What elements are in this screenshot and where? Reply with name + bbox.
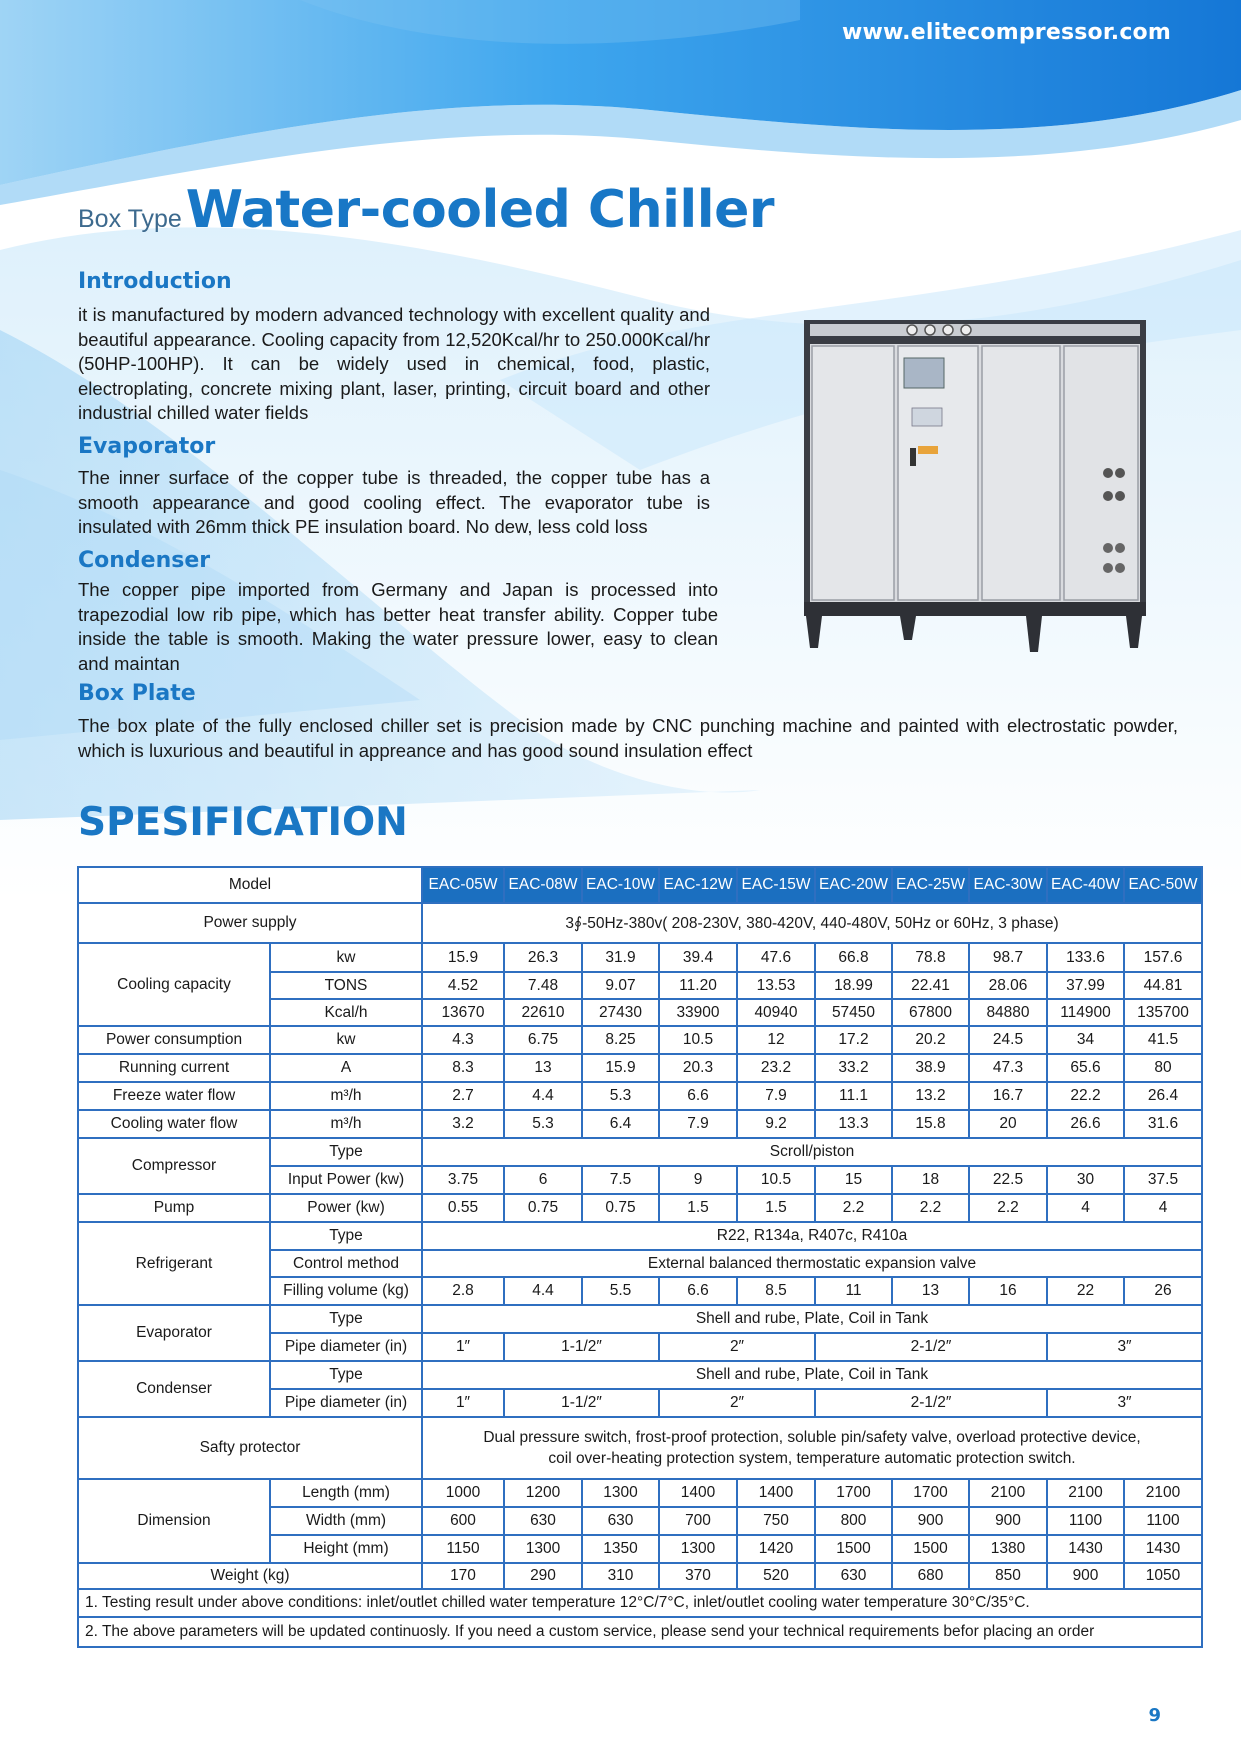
value-cell: 9 <box>659 1166 737 1194</box>
value-cell: 6 <box>504 1166 582 1194</box>
unit-cell: m³/h <box>270 1082 422 1110</box>
value-cell: 31.9 <box>582 943 659 972</box>
value-cell: 7.48 <box>504 972 582 999</box>
unit-cell: A <box>270 1054 422 1082</box>
row-label: Freeze water flow <box>78 1082 270 1110</box>
unit-cell: Kcal/h <box>270 999 422 1026</box>
value-cell: 26.6 <box>1047 1110 1124 1138</box>
value-cell: 2-1/2″ <box>815 1333 1047 1361</box>
unit-cell: Type <box>270 1361 422 1389</box>
value-cell: 22.41 <box>892 972 969 999</box>
introduction-heading: Introduction <box>78 269 232 294</box>
value-cell: 157.6 <box>1124 943 1202 972</box>
value-cell: 13.53 <box>737 972 815 999</box>
value-cell: 3″ <box>1047 1389 1202 1417</box>
condenser-row <box>78 1361 1202 1389</box>
value-cell: 900 <box>892 1507 969 1535</box>
value-cell: 1300 <box>659 1535 737 1563</box>
value-cell: 23.2 <box>737 1054 815 1082</box>
model-cell: EAC-50W <box>1124 867 1202 903</box>
value-cell: 5.3 <box>504 1110 582 1138</box>
value-cell: 6.6 <box>659 1277 737 1305</box>
value-cell: 12 <box>737 1026 815 1054</box>
value-cell: 13.3 <box>815 1110 892 1138</box>
value-cell: 1350 <box>582 1535 659 1563</box>
website-url[interactable]: www.elitecompressor.com <box>841 20 1171 45</box>
evaporator-text: The inner surface of the copper tube is threaded, the copper tube has a smooth appearance and good cooling effect. The evaporator tube is insulated with 26mm thick PE insulation board. No dew, less cold loss <box>78 467 710 537</box>
value-cell: 680 <box>892 1563 969 1589</box>
value-cell: 22.2 <box>1047 1082 1124 1110</box>
value-cell: 11.20 <box>659 972 737 999</box>
unit-cell: m³/h <box>270 1110 422 1138</box>
value-cell: 65.6 <box>1047 1054 1124 1082</box>
note-text: 2. The above parameters will be updated continuosly. If you need a custom service, please send your technical requirements befor placing an order <box>78 1617 1202 1647</box>
compressor-row <box>78 1138 1202 1166</box>
value-cell: 900 <box>969 1507 1047 1535</box>
condenser-text: The copper pipe imported from Germany and Japan is processed into trapezodial low rib pipe, which has better heat transfer ability. Copper tube inside the table is smooth. Making the water pressure lower, easy to clean and maintan <box>78 579 718 674</box>
model-cell: EAC-25W <box>892 867 969 903</box>
model-cell: EAC-05W <box>422 867 504 903</box>
unit-cell: Control method <box>270 1250 422 1277</box>
value-cell: 600 <box>422 1507 504 1535</box>
model-cell: EAC-40W <box>1047 867 1124 903</box>
unit-cell: Power (kw) <box>270 1194 422 1222</box>
value-cell: 370 <box>659 1563 737 1589</box>
value-cell: 1″ <box>422 1389 504 1417</box>
safety-row <box>78 1417 1202 1479</box>
value-cell: 78.8 <box>892 943 969 972</box>
value-cell: 4.4 <box>504 1277 582 1305</box>
value-cell: 9.07 <box>582 972 659 999</box>
row-label: Refrigerant <box>78 1222 270 1305</box>
value-cell: 33.2 <box>815 1054 892 1082</box>
unit-cell: Type <box>270 1222 422 1250</box>
value-cell: 630 <box>815 1563 892 1589</box>
value-cell: 40940 <box>737 999 815 1026</box>
value-cell: 4 <box>1047 1194 1124 1222</box>
spec-table <box>77 866 1203 1648</box>
introduction-text: it is manufactured by modern advanced technology with excellent quality and beautiful appearance. Cooling capacity from 12,520Kcal/hr to 250.000Kcal/hr (50HP-100HP). It can be widely used in chemical, food, plastic, electroplating, concrete mixing plant, laser, printing, circuit board and other industrial chilled water fields <box>78 304 710 423</box>
value-cell: 31.6 <box>1124 1110 1202 1138</box>
value-cell: 39.4 <box>659 943 737 972</box>
value-cell: 2.2 <box>892 1194 969 1222</box>
value-cell: 13 <box>504 1054 582 1082</box>
value-cell: 8.3 <box>422 1054 504 1082</box>
value-cell: 2100 <box>1047 1479 1124 1507</box>
value-cell: 1430 <box>1047 1535 1124 1563</box>
value-cell: 20.2 <box>892 1026 969 1054</box>
value-cell: 1380 <box>969 1535 1047 1563</box>
value-cell: 1400 <box>737 1479 815 1507</box>
value-cell: 18.99 <box>815 972 892 999</box>
value-cell: 57450 <box>815 999 892 1026</box>
value-cell: 15.9 <box>422 943 504 972</box>
unit-cell: Height (mm) <box>270 1535 422 1563</box>
value-cell: 13670 <box>422 999 504 1026</box>
value-cell: 10.5 <box>737 1166 815 1194</box>
value-cell: 7.9 <box>659 1110 737 1138</box>
value-cell: 2.8 <box>422 1277 504 1305</box>
value-cell: 13 <box>892 1277 969 1305</box>
value-cell: 1-1/2″ <box>504 1333 659 1361</box>
value-cell: 114900 <box>1047 999 1124 1026</box>
unit-cell: Width (mm) <box>270 1507 422 1535</box>
model-cell: EAC-10W <box>582 867 659 903</box>
value-cell: 22 <box>1047 1277 1124 1305</box>
value-cell: 0.75 <box>504 1194 582 1222</box>
value-cell: 0.55 <box>422 1194 504 1222</box>
value-cell: 1150 <box>422 1535 504 1563</box>
power-supply-row <box>78 903 1202 943</box>
value-cell: 1420 <box>737 1535 815 1563</box>
value-cell: 47.6 <box>737 943 815 972</box>
cooling-water-flow-row <box>78 1110 1202 1138</box>
value-cell: 1-1/2″ <box>504 1389 659 1417</box>
freeze-water-flow-row <box>78 1082 1202 1110</box>
value-cell: 22.5 <box>969 1166 1047 1194</box>
note-row <box>78 1589 1202 1617</box>
unit-cell: Type <box>270 1305 422 1333</box>
value-cell: 6.4 <box>582 1110 659 1138</box>
row-label: Compressor <box>78 1138 270 1194</box>
value-cell: 1700 <box>815 1479 892 1507</box>
value-cell: 1500 <box>815 1535 892 1563</box>
running-current-row <box>78 1054 1202 1082</box>
model-cell: EAC-08W <box>504 867 582 903</box>
value-cell: 2″ <box>659 1333 815 1361</box>
safety-line: coil over-heating protection system, temperature automatic protection switch. <box>548 1450 1076 1467</box>
value-cell: 28.06 <box>969 972 1047 999</box>
note-text: 1. Testing result under above conditions: inlet/outlet chilled water temperature 12°C/7°C, inlet/outlet cooling water temperature 30°C/35°C. <box>78 1589 1202 1617</box>
row-value: Scroll/piston <box>422 1138 1202 1166</box>
value-cell: 2.2 <box>969 1194 1047 1222</box>
value-cell: 8.5 <box>737 1277 815 1305</box>
value-cell: 0.75 <box>582 1194 659 1222</box>
value-cell: 4.3 <box>422 1026 504 1054</box>
value-cell: 2.2 <box>815 1194 892 1222</box>
value-cell: 170 <box>422 1563 504 1589</box>
value-cell: 24.5 <box>969 1026 1047 1054</box>
row-label: Dimension <box>78 1479 270 1563</box>
value-cell: 26.3 <box>504 943 582 972</box>
value-cell: 1.5 <box>659 1194 737 1222</box>
value-cell: 6.75 <box>504 1026 582 1054</box>
unit-cell: Length (mm) <box>270 1479 422 1507</box>
value-cell: 1000 <box>422 1479 504 1507</box>
value-cell: 8.25 <box>582 1026 659 1054</box>
value-cell: 16 <box>969 1277 1047 1305</box>
value-cell: 1500 <box>892 1535 969 1563</box>
weight-row <box>78 1563 1202 1589</box>
evaporator-row <box>78 1305 1202 1333</box>
value-cell: 16.7 <box>969 1082 1047 1110</box>
row-label: Power supply <box>78 903 422 943</box>
value-cell: 9.2 <box>737 1110 815 1138</box>
condenser-heading: Condenser <box>78 548 211 573</box>
value-cell: 22610 <box>504 999 582 1026</box>
value-cell: 15 <box>815 1166 892 1194</box>
value-cell: 750 <box>737 1507 815 1535</box>
value-cell: 1300 <box>582 1479 659 1507</box>
value-cell: 84880 <box>969 999 1047 1026</box>
page-number: 9 <box>1148 1705 1161 1726</box>
row-value: 3∮-50Hz-380v( 208-230V, 380-420V, 440-480V, 50Hz or 60Hz, 3 phase) <box>422 903 1202 943</box>
value-cell: 26.4 <box>1124 1082 1202 1110</box>
value-cell: 6.6 <box>659 1082 737 1110</box>
row-label: Evaporator <box>78 1305 270 1361</box>
unit-cell: kw <box>270 1026 422 1054</box>
value-cell: 3.2 <box>422 1110 504 1138</box>
unit-cell: Pipe diameter (in) <box>270 1333 422 1361</box>
row-label: Weight (kg) <box>78 1563 422 1589</box>
value-cell: 310 <box>582 1563 659 1589</box>
pump-row <box>78 1194 1202 1222</box>
chiller-unit-photo <box>800 318 1150 654</box>
row-label: Cooling water flow <box>78 1110 270 1138</box>
value-cell: 41.5 <box>1124 1026 1202 1054</box>
value-cell: 520 <box>737 1563 815 1589</box>
value-cell: 15.9 <box>582 1054 659 1082</box>
unit-cell: TONS <box>270 972 422 999</box>
safety-line: Dual pressure switch, frost-proof protection, soluble pin/safety valve, overload protective device, <box>483 1429 1141 1446</box>
value-cell: 5.5 <box>582 1277 659 1305</box>
evaporator-heading: Evaporator <box>78 434 216 459</box>
value-cell: 80 <box>1124 1054 1202 1082</box>
value-cell: 630 <box>582 1507 659 1535</box>
row-label: Cooling capacity <box>78 943 270 1026</box>
refrigerant-row <box>78 1222 1202 1250</box>
unit-cell: Input Power (kw) <box>270 1166 422 1194</box>
value-cell: 34 <box>1047 1026 1124 1054</box>
row-label: Running current <box>78 1054 270 1082</box>
value-cell: 1430 <box>1124 1535 1202 1563</box>
row-label: Pump <box>78 1194 270 1222</box>
model-label: Model <box>78 867 422 903</box>
value-cell: 17.2 <box>815 1026 892 1054</box>
box-plate-text: The box plate of the fully enclosed chiller set is precision made by CNC punching machine and painted with electrostatic powder, which is luxurious and beautiful in appreance and has good sound insulation effect <box>78 715 1178 761</box>
value-cell: 133.6 <box>1047 943 1124 972</box>
page-title <box>78 180 774 240</box>
value-cell: 10.5 <box>659 1026 737 1054</box>
value-cell: 1100 <box>1047 1507 1124 1535</box>
value-cell: 3″ <box>1047 1333 1202 1361</box>
row-label: Condenser <box>78 1361 270 1417</box>
value-cell: 1200 <box>504 1479 582 1507</box>
value-cell: 630 <box>504 1507 582 1535</box>
value-cell: 1.5 <box>737 1194 815 1222</box>
value-cell: 850 <box>969 1563 1047 1589</box>
value-cell: 900 <box>1047 1563 1124 1589</box>
unit-cell: Filling volume (kg) <box>270 1277 422 1305</box>
title-prefix: Box Type <box>78 205 182 233</box>
row-value: Shell and rube, Plate, Coil in Tank <box>422 1361 1202 1389</box>
value-cell: 1050 <box>1124 1563 1202 1589</box>
value-cell: 67800 <box>892 999 969 1026</box>
value-cell: 18 <box>892 1166 969 1194</box>
value-cell: 37.5 <box>1124 1166 1202 1194</box>
value-cell: 66.8 <box>815 943 892 972</box>
spec-title: SPESIFICATION <box>78 800 408 845</box>
value-cell: 2100 <box>969 1479 1047 1507</box>
value-cell: 38.9 <box>892 1054 969 1082</box>
value-cell: 47.3 <box>969 1054 1047 1082</box>
value-cell: 1700 <box>892 1479 969 1507</box>
model-cell: EAC-15W <box>737 867 815 903</box>
model-cell: EAC-12W <box>659 867 737 903</box>
row-label: Safty protector <box>78 1417 422 1479</box>
value-cell: 37.99 <box>1047 972 1124 999</box>
value-cell: 290 <box>504 1563 582 1589</box>
value-cell: 3.75 <box>422 1166 504 1194</box>
value-cell: 135700 <box>1124 999 1202 1026</box>
power-consumption-row <box>78 1026 1202 1054</box>
title-main: Water-cooled Chiller <box>185 180 774 240</box>
value-cell: 2-1/2″ <box>815 1389 1047 1417</box>
unit-cell: Pipe diameter (in) <box>270 1389 422 1417</box>
safety-value <box>422 1417 1202 1479</box>
unit-cell: Type <box>270 1138 422 1166</box>
model-cell: EAC-20W <box>815 867 892 903</box>
value-cell: 20 <box>969 1110 1047 1138</box>
value-cell: 1100 <box>1124 1507 1202 1535</box>
unit-cell: kw <box>270 943 422 972</box>
value-cell: 1300 <box>504 1535 582 1563</box>
value-cell: 1″ <box>422 1333 504 1361</box>
value-cell: 2.7 <box>422 1082 504 1110</box>
note-row <box>78 1617 1202 1647</box>
row-label: Power consumption <box>78 1026 270 1054</box>
value-cell: 4.4 <box>504 1082 582 1110</box>
value-cell: 44.81 <box>1124 972 1202 999</box>
cooling-capacity-row <box>78 943 1202 972</box>
value-cell: 20.3 <box>659 1054 737 1082</box>
value-cell: 5.3 <box>582 1082 659 1110</box>
value-cell: 98.7 <box>969 943 1047 972</box>
value-cell: 27430 <box>582 999 659 1026</box>
value-cell: 4.52 <box>422 972 504 999</box>
dimension-row <box>78 1479 1202 1507</box>
value-cell: 4 <box>1124 1194 1202 1222</box>
value-cell: 7.9 <box>737 1082 815 1110</box>
value-cell: 800 <box>815 1507 892 1535</box>
value-cell: 30 <box>1047 1166 1124 1194</box>
row-value: Shell and rube, Plate, Coil in Tank <box>422 1305 1202 1333</box>
value-cell: 7.5 <box>582 1166 659 1194</box>
row-value: R22, R134a, R407c, R410a <box>422 1222 1202 1250</box>
value-cell: 13.2 <box>892 1082 969 1110</box>
value-cell: 2100 <box>1124 1479 1202 1507</box>
value-cell: 11 <box>815 1277 892 1305</box>
value-cell: 26 <box>1124 1277 1202 1305</box>
model-row <box>78 867 1202 903</box>
value-cell: 2″ <box>659 1389 815 1417</box>
value-cell: 1400 <box>659 1479 737 1507</box>
value-cell: 33900 <box>659 999 737 1026</box>
model-cell: EAC-30W <box>969 867 1047 903</box>
value-cell: 700 <box>659 1507 737 1535</box>
value-cell: 15.8 <box>892 1110 969 1138</box>
row-value: External balanced thermostatic expansion valve <box>422 1250 1202 1277</box>
box-plate-heading: Box Plate <box>78 681 196 706</box>
value-cell: 11.1 <box>815 1082 892 1110</box>
